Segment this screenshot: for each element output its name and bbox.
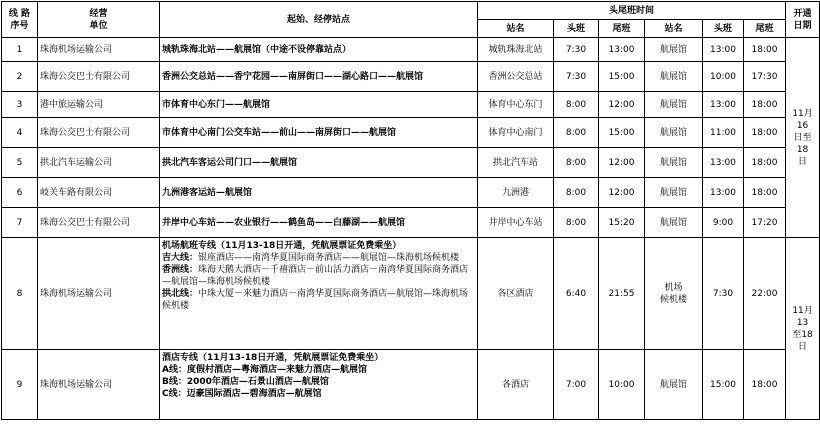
operator: 珠海机场运输公司 (38, 350, 160, 420)
last-bus-return: 18:00 (744, 350, 786, 420)
line-no: 2 (2, 62, 38, 92)
operator: 珠海公交巴士有限公司 (38, 208, 160, 238)
line-no: 7 (2, 208, 38, 238)
end-station: 航展馆 (645, 178, 703, 208)
last-bus-return: 18:00 (744, 178, 786, 208)
first-bus-return: 11:00 (703, 118, 744, 148)
last-bus: 21:55 (599, 238, 645, 350)
first-bus: 8:00 (554, 118, 599, 148)
header-end-station: 站名 (645, 20, 703, 38)
route-title: 酒店专线（11月13-18日开通，凭航展票证免费乘坐） (162, 353, 384, 363)
last-bus-return: 18:00 (744, 118, 786, 148)
route-detail (160, 238, 478, 350)
end-station: 航展馆 (645, 38, 703, 62)
start-station: 各区酒店 (478, 238, 554, 350)
start-station: 九洲港 (478, 178, 554, 208)
route-line: B线：2000年酒店—石景山酒店—航展馆 (162, 377, 329, 387)
open-date-2: 11月13 至18日 (786, 238, 820, 420)
route-line: C线：迈豪国际酒店—碧海酒店—航展馆 (162, 389, 322, 399)
end-station: 航展馆 (645, 62, 703, 92)
route: 九洲港客运站—航展馆 (160, 178, 478, 208)
last-bus: 15:20 (599, 208, 645, 238)
start-station: 各酒店 (478, 350, 554, 420)
first-bus: 7:30 (554, 38, 599, 62)
first-bus-return: 13:00 (703, 92, 744, 118)
header-last-bus: 尾班 (599, 20, 645, 38)
shuttle-schedule-table (1, 1, 820, 420)
first-bus-return: 10:00 (703, 62, 744, 92)
line-no: 9 (2, 350, 38, 420)
route: 市体育中心南门公交车站——前山——南屏街口——航展馆 (160, 118, 478, 148)
start-station: 体育中心东门 (478, 92, 554, 118)
operator: 港中旅运输公司 (38, 92, 160, 118)
line-no: 5 (2, 148, 38, 178)
header-first-bus-return: 头班 (703, 20, 744, 38)
header-times-group: 头尾班时间 (478, 2, 786, 20)
last-bus: 15:00 (599, 118, 645, 148)
first-bus-return: 15:00 (703, 350, 744, 420)
route: 市体育中心东门——航展馆 (160, 92, 478, 118)
end-station: 机场 候机楼 (645, 238, 703, 350)
route-line: 香洲线：珠海天鹅大酒店－千禧酒店－前山活力酒店－南湾华夏国际商务酒店—航展馆—珠海机场候机楼 (162, 265, 469, 287)
route-title: 机场航班专线（11月13-18日开通，凭航展票证免费乘坐） (162, 241, 402, 251)
route: 城轨珠海北站——航展馆（中途不设停靠站点） (160, 38, 478, 62)
start-station: 城轨珠海北站 (478, 38, 554, 62)
operator: 拱北汽车运输公司 (38, 148, 160, 178)
header-operator: 经营 单位 (38, 2, 160, 38)
operator: 岐关车路有限公司 (38, 178, 160, 208)
last-bus: 13:00 (599, 38, 645, 62)
route: 香洲公交总站——香宁花园——南屏街口——湖心路口——航展馆 (160, 62, 478, 92)
table-row (2, 62, 820, 92)
header-line-no: 线 路 序号 (2, 2, 38, 38)
last-bus: 12:00 (599, 92, 645, 118)
route-line: A线：度假村酒店—粤海酒店—来魅力酒店—航展馆 (162, 365, 367, 375)
header-open-date: 开通 日期 (786, 2, 820, 38)
line-no: 4 (2, 118, 38, 148)
start-station: 体育中心南门 (478, 118, 554, 148)
first-bus: 8:00 (554, 178, 599, 208)
first-bus: 6:40 (554, 238, 599, 350)
end-station: 航展馆 (645, 148, 703, 178)
first-bus: 8:00 (554, 92, 599, 118)
start-station: 拱北汽车站 (478, 148, 554, 178)
table-row (2, 92, 820, 118)
route: 拱北汽车客运公司门口——航展馆 (160, 148, 478, 178)
first-bus-return: 13:00 (703, 38, 744, 62)
last-bus-return: 18:00 (744, 38, 786, 62)
first-bus-return: 13:00 (703, 148, 744, 178)
open-date-1: 11月16 日至18 日 (786, 38, 820, 238)
line-no: 3 (2, 92, 38, 118)
table-row (2, 118, 820, 148)
table-row (2, 350, 820, 420)
operator: 珠海公交巴士有限公司 (38, 62, 160, 92)
first-bus: 8:00 (554, 148, 599, 178)
first-bus-return: 13:00 (703, 178, 744, 208)
end-station: 航展馆 (645, 92, 703, 118)
table-row (2, 178, 820, 208)
first-bus-return: 9:00 (703, 208, 744, 238)
end-station: 航展馆 (645, 118, 703, 148)
header-last-bus-return: 尾班 (744, 20, 786, 38)
last-bus: 12:00 (599, 148, 645, 178)
last-bus-return: 17:30 (744, 62, 786, 92)
start-station: 香洲公交总站 (478, 62, 554, 92)
operator: 珠海公交巴士有限公司 (38, 118, 160, 148)
last-bus: 15:00 (599, 62, 645, 92)
route-line: 拱北线：中珠大厦－来魅力酒店－南湾华夏国际商务酒店—航展馆—珠海机场候机楼 (162, 289, 469, 311)
header-first-bus: 头班 (554, 20, 599, 38)
first-bus-return: 7:30 (703, 238, 744, 350)
table-row (2, 208, 820, 238)
route-line: 吉大线：银座酒店——南湾华夏国际商务酒店——航展馆—珠海机场候机楼 (162, 253, 460, 263)
table-row (2, 38, 820, 62)
table-row (2, 148, 820, 178)
header-start-station: 站名 (478, 20, 554, 38)
first-bus: 8:00 (554, 208, 599, 238)
last-bus-return: 22:00 (744, 238, 786, 350)
line-no: 1 (2, 38, 38, 62)
last-bus-return: 17:20 (744, 208, 786, 238)
end-station: 航展馆 (645, 350, 703, 420)
operator: 珠海机场运输公司 (38, 238, 160, 350)
last-bus: 12:00 (599, 178, 645, 208)
route: 井岸中心车站——农业银行——鹤鱼岛——白藤湖——航展馆 (160, 208, 478, 238)
line-no: 6 (2, 178, 38, 208)
start-station: 井岸中心车站 (478, 208, 554, 238)
last-bus-return: 18:00 (744, 92, 786, 118)
route-detail (160, 350, 478, 420)
line-no: 8 (2, 238, 38, 350)
operator: 珠海机场运输公司 (38, 38, 160, 62)
last-bus: 10:00 (599, 350, 645, 420)
table-row (2, 238, 820, 350)
first-bus: 7:30 (554, 62, 599, 92)
last-bus-return: 18:00 (744, 148, 786, 178)
header-stops: 起始、经停站点 (160, 2, 478, 38)
first-bus: 7:00 (554, 350, 599, 420)
end-station: 航展馆 (645, 208, 703, 238)
